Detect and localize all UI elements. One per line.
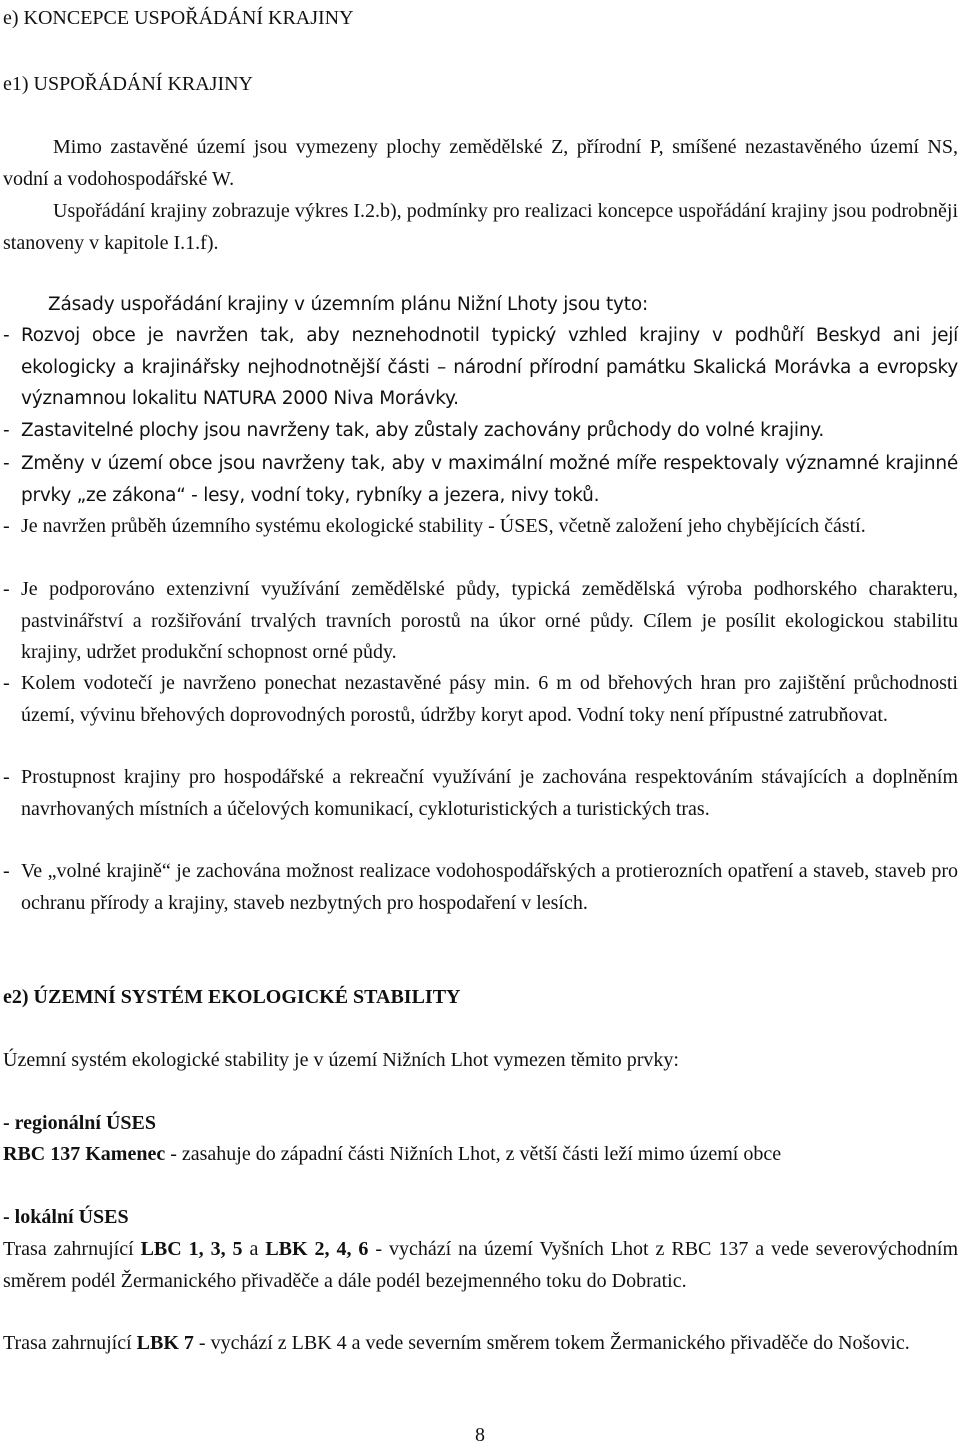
uses-intro: Územní systém ekologické stability je v území Nižních Lhot vymezen těmito prvky: — [3, 1049, 679, 1071]
page-number: 8 — [475, 1424, 485, 1446]
trasa-lbk: LBK 2, 4, 6 — [265, 1238, 369, 1260]
list-item-text: Prostupnost krajiny pro hospodářské a rekreační využívání je zachována respektováním stávajících a doplněním navrhovaných místních a účelových komunikací, cykloturistických a turistických tras. — [21, 766, 958, 820]
list-item-text: Zastavitelné plochy jsou navrženy tak, aby zůstaly zachovány průchody do volné krajiny. — [21, 420, 824, 441]
list-item — [3, 320, 958, 415]
list-item — [3, 856, 958, 919]
local-uses-heading: - lokální ÚSES — [3, 1206, 129, 1228]
list-item-text: Je navržen průběh územního systému ekologické stability - ÚSES, včetně založení jeho chybějících částí. — [21, 515, 866, 537]
paragraph-landscape-drawing: Uspořádání krajiny zobrazuje výkres I.2.b), podmínky pro realizaci koncepce uspořádání krajiny jsou podrobněji stanoveny v kapitole I.1.f). — [3, 200, 958, 254]
trasa-text: - vychází na území Vyšních Lhot z RBC 137 a vede severovýchodním směrem podél Žermanického přivaděče a dále podél bezejmenného toku do Dobratic. — [3, 1238, 958, 1292]
regional-uses-heading: - regionální ÚSES — [3, 1112, 156, 1134]
rbc-description: - zasahuje do západní části Nižních Lhot, z větší části leží mimo území obce — [165, 1143, 782, 1165]
trasa-text: a — [242, 1238, 266, 1260]
subsection-title-e1: e1) USPOŘÁDÁNÍ KRAJINY — [3, 73, 253, 95]
list-item — [3, 574, 958, 669]
paragraph-zones: Mimo zastavěné území jsou vymezeny plochy zemědělské Z, přírodní P, smíšené nezastavěného území NS, vodní a vodohospodářské W. — [3, 136, 958, 190]
rbc-paragraph — [3, 1139, 958, 1171]
trasa-text: Trasa zahrnující — [3, 1238, 141, 1260]
trasa-text: Trasa zahrnující — [3, 1332, 137, 1354]
list-dash: - — [3, 672, 10, 694]
list-item-text: Kolem vodotečí je navrženo ponechat nezastavěné pásy min. 6 m od břehových hran pro zajištění průchodnosti území, vývinu břehových doprovodných porostů, údržby koryt apod. Vodní toky není přípustné zatrubňovat. — [21, 672, 958, 726]
list-item — [3, 762, 958, 825]
list-dash: - — [3, 453, 10, 474]
list-dash: - — [3, 515, 10, 537]
list-item-text: Rozvoj obce je navržen tak, aby neznehodnotil typický vzhled krajiny v podhůří Beskyd ani její ekologicky a krajinářsky nejhodnotnější části – národní přírodní památku Skalická Morávka a evropsky významnou lokalitu NATURA 2000 Niva Morávky. — [21, 325, 958, 409]
trasa-lbk: LBK 7 — [136, 1332, 194, 1354]
section-title: e) KONCEPCE USPOŘÁDÁNÍ KRAJINY — [3, 7, 354, 29]
list-item — [3, 415, 958, 447]
list-dash: - — [3, 766, 10, 788]
list-dash: - — [3, 420, 10, 441]
rbc-name: RBC 137 Kamenec — [3, 1143, 166, 1165]
subsection-title-e2: e2) ÚZEMNÍ SYSTÉM EKOLOGICKÉ STABILITY — [3, 986, 461, 1008]
trasa-text: - vychází z LBK 4 a vede severním směrem tokem Žermanického přivaděče do Nošovic. — [193, 1332, 910, 1354]
list-dash: - — [3, 860, 10, 882]
list-item — [3, 511, 958, 543]
list-item-text: Změny v území obce jsou navrženy tak, aby v maximální možné míře respektovaly významné krajinné prvky „ze zákona“ - lesy, vodní toky, rybníky a jezera, nivy toků. — [21, 453, 958, 506]
trasa-paragraph-2 — [3, 1328, 958, 1360]
trasa-lbc: LBC 1, 3, 5 — [140, 1238, 243, 1260]
list-item-text: Ve „volné krajině“ je zachována možnost realizace vodohospodářských a protierozních opatření a staveb, staveb pro ochranu přírody a krajiny, staveb nezbytných pro hospodaření v lesích. — [21, 860, 958, 914]
list-dash: - — [3, 325, 10, 346]
trasa-paragraph-1 — [3, 1234, 958, 1297]
list-item — [3, 448, 958, 511]
principles-intro: Zásady uspořádání krajiny v územním plánu Nižní Lhoty jsou tyto: — [48, 294, 649, 315]
list-item-text: Je podporováno extenzivní využívání zemědělské půdy, typická zemědělská výroba podhorského charakteru, pastvinářství a rozšiřování trvalých travních porostů na úkor orné půdy. Cílem je posílit ekologickou stabilitu krajiny, udržet produkční schopnost orné půdy. — [21, 578, 958, 663]
list-item — [3, 668, 958, 731]
list-dash: - — [3, 578, 10, 600]
